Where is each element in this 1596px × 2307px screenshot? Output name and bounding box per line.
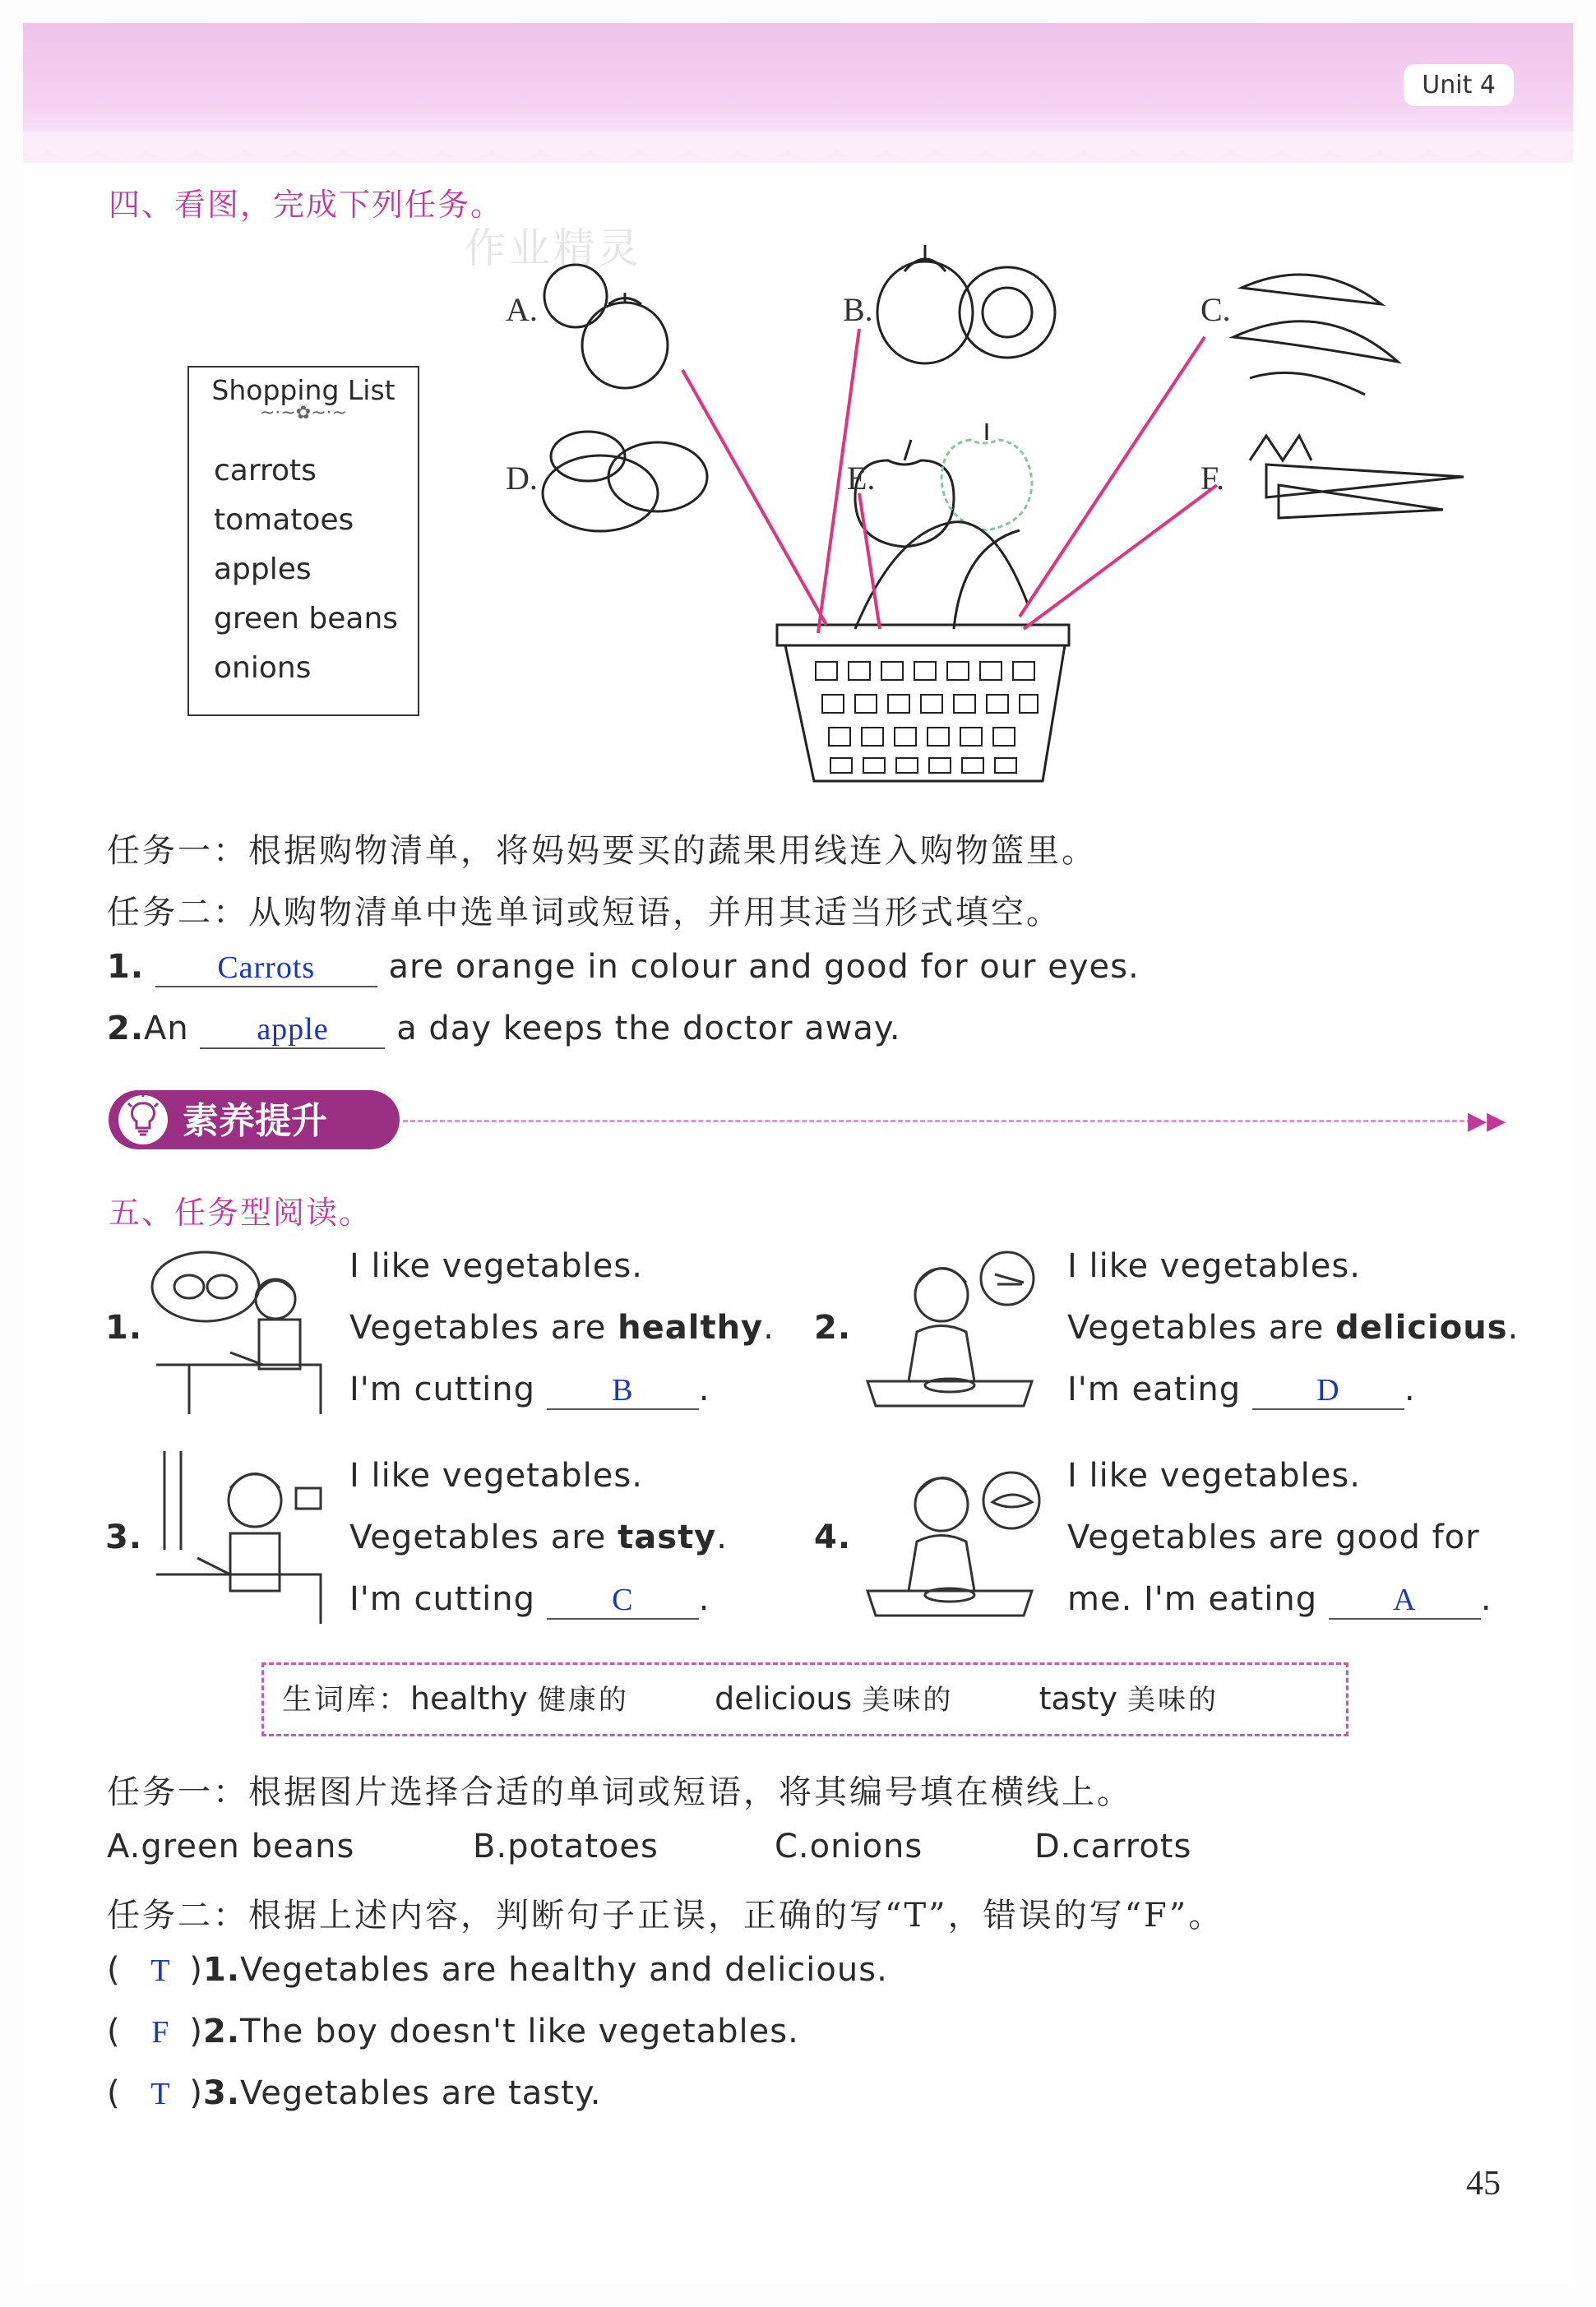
basket-icon — [777, 522, 1069, 781]
item-text: . — [698, 1371, 710, 1408]
answer-blank[interactable]: B — [547, 1372, 699, 1410]
shopping-list-heading: Shopping List — [211, 374, 396, 406]
item-line: I like vegetables. — [349, 1247, 643, 1285]
potato-icon — [543, 432, 707, 531]
answer-blank[interactable]: A — [1329, 1582, 1481, 1620]
judgment-answer[interactable]: T — [150, 1953, 171, 1988]
word-bank-word: delicious — [715, 1681, 853, 1717]
question-number: 2. — [107, 1010, 145, 1047]
option: A.green beans — [107, 1828, 355, 1865]
word-bank-meaning: 美味的 — [862, 1684, 954, 1717]
item-text: me. I'm eating — [1067, 1580, 1318, 1618]
judgment-row: ( F )2.The boy doesn't like vegetables. — [107, 2013, 799, 2050]
word-bank — [261, 1662, 1349, 1736]
option: B.potatoes — [473, 1828, 659, 1865]
shopping-list — [187, 366, 419, 716]
cutting-boy-picture-3 — [140, 1451, 337, 1624]
item-text: . — [716, 1519, 728, 1556]
item-text: . — [763, 1309, 775, 1347]
apple-icon — [855, 423, 1032, 547]
item-text: . — [1404, 1371, 1416, 1408]
answer-lines — [682, 329, 1217, 633]
banner-dashline — [403, 1120, 1472, 1122]
picture-label-d: D. — [506, 460, 538, 497]
watermark: 作业精灵 — [465, 224, 642, 272]
item-text: I'm cutting — [349, 1371, 536, 1408]
judgment-number: 3. — [202, 2074, 240, 2112]
item-line — [349, 1371, 710, 1410]
picture-label-a: A. — [506, 291, 538, 328]
option: C.onions — [775, 1828, 923, 1865]
cutting-boy-picture-1 — [140, 1241, 337, 1414]
word-bank-meaning: 健康的 — [537, 1684, 629, 1717]
option: D.carrots — [1034, 1828, 1192, 1865]
judgment-text: Vegetables are tasty. — [239, 2074, 602, 2112]
item-line: Vegetables are good for — [1067, 1519, 1480, 1556]
tomato-icon — [544, 265, 668, 388]
list-item: carrots — [214, 454, 317, 488]
question-1 — [107, 948, 1140, 987]
item-line: I like vegetables. — [1067, 1457, 1361, 1495]
double-arrow-icon: ▶▶ — [1468, 1107, 1506, 1135]
item-line: I like vegetables. — [1067, 1247, 1361, 1285]
judgment-row: ( T )1.Vegetables are healthy and delicious. — [107, 1951, 888, 1989]
task1-instruction: 任务一：根据购物清单，将妈妈要买的蔬果用线连入购物篮里。 — [107, 832, 1097, 870]
question-text: are orange in colour and good for our eyes. — [388, 948, 1140, 986]
judgment-row: ( T )3.Vegetables are tasty. — [107, 2074, 602, 2112]
item-line — [1067, 1580, 1492, 1620]
task2-instruction: 任务二：根据上述内容，判断句子正误，正确的写“T”，错误的写“F”。 — [107, 1897, 1224, 1935]
ornament-icon: ~·~✿~·~ — [259, 403, 348, 423]
page-number: 45 — [1466, 2165, 1501, 2203]
picture-label-c: C. — [1200, 291, 1231, 328]
item-text: . — [1507, 1309, 1520, 1347]
item-text: Vegetables are — [349, 1309, 618, 1347]
green-beans-icon — [1233, 275, 1398, 395]
item-line — [349, 1580, 710, 1620]
item-text: . — [698, 1580, 710, 1618]
section5-title: 五、任务型阅读。 — [109, 1195, 372, 1231]
carrot-icon — [1250, 436, 1464, 518]
item-text: I'm cutting — [349, 1580, 536, 1618]
question-text: a day keeps the doctor away. — [396, 1010, 901, 1047]
list-item: onions — [214, 651, 312, 685]
picture-label-e: E. — [847, 460, 876, 497]
answer-blank[interactable]: D — [1252, 1372, 1404, 1410]
list-item: tomatoes — [214, 503, 354, 537]
banner-label: 素养提升 — [183, 1100, 327, 1142]
item-line — [349, 1309, 775, 1347]
eating-boy-picture-2 — [851, 1241, 1048, 1414]
item-text: Vegetables are — [349, 1519, 618, 1556]
word-bank-word: healthy — [410, 1681, 528, 1717]
question-pre: An — [144, 1010, 189, 1047]
item-keyword: healthy — [618, 1309, 764, 1347]
unit-badge: Unit 4 — [1404, 64, 1514, 106]
item-text: Vegetables are — [1067, 1309, 1336, 1347]
answer-blank[interactable]: C — [547, 1582, 699, 1620]
judgment-answer[interactable]: T — [150, 2077, 171, 2111]
banner — [107, 1085, 403, 1154]
item-line — [349, 1519, 728, 1556]
item-keyword: delicious — [1335, 1309, 1508, 1347]
list-item: green beans — [214, 602, 399, 636]
list-item: apples — [214, 552, 312, 586]
task1-instruction: 任务一：根据图片选择合适的单词或短语，将其编号填在横线上。 — [107, 1773, 1132, 1811]
answer-blank[interactable]: Carrots — [155, 950, 377, 987]
word-bank-word: tasty — [1039, 1681, 1117, 1717]
onion-icon — [877, 245, 1055, 363]
judgment-text: Vegetables are healthy and delicious. — [239, 1951, 888, 1989]
item-line — [1067, 1371, 1416, 1410]
item-line — [1067, 1309, 1519, 1347]
item-number: 2. — [814, 1309, 852, 1347]
item-text: I'm eating — [1067, 1371, 1242, 1408]
header-wave — [23, 132, 1573, 181]
picture-label-f: F. — [1200, 460, 1225, 497]
item-number: 1. — [105, 1309, 143, 1347]
item-number: 3. — [105, 1519, 143, 1556]
word-bank-label: 生词库： — [282, 1683, 411, 1717]
judgment-answer[interactable]: F — [151, 2015, 170, 2050]
item-keyword: tasty — [618, 1519, 717, 1556]
picture-label-b: B. — [843, 291, 873, 328]
task2-instruction: 任务二：从购物清单中选单词或短语，并用其适当形式填空。 — [107, 894, 1062, 932]
judgment-number: 1. — [202, 1951, 240, 1989]
item-text: . — [1480, 1580, 1492, 1618]
question-number: 1. — [107, 948, 145, 986]
picture-area — [493, 238, 1480, 814]
question-2 — [107, 1010, 901, 1049]
item-line: I like vegetables. — [349, 1457, 643, 1495]
word-bank-meaning: 美味的 — [1127, 1684, 1219, 1717]
section4-title: 四、看图，完成下列任务。 — [109, 187, 504, 223]
judgment-number: 2. — [202, 2013, 240, 2050]
item-number: 4. — [814, 1519, 852, 1556]
eating-boy-picture-4 — [851, 1451, 1048, 1624]
judgment-text: The boy doesn't like vegetables. — [239, 2013, 799, 2050]
answer-blank[interactable]: apple — [200, 1011, 385, 1049]
